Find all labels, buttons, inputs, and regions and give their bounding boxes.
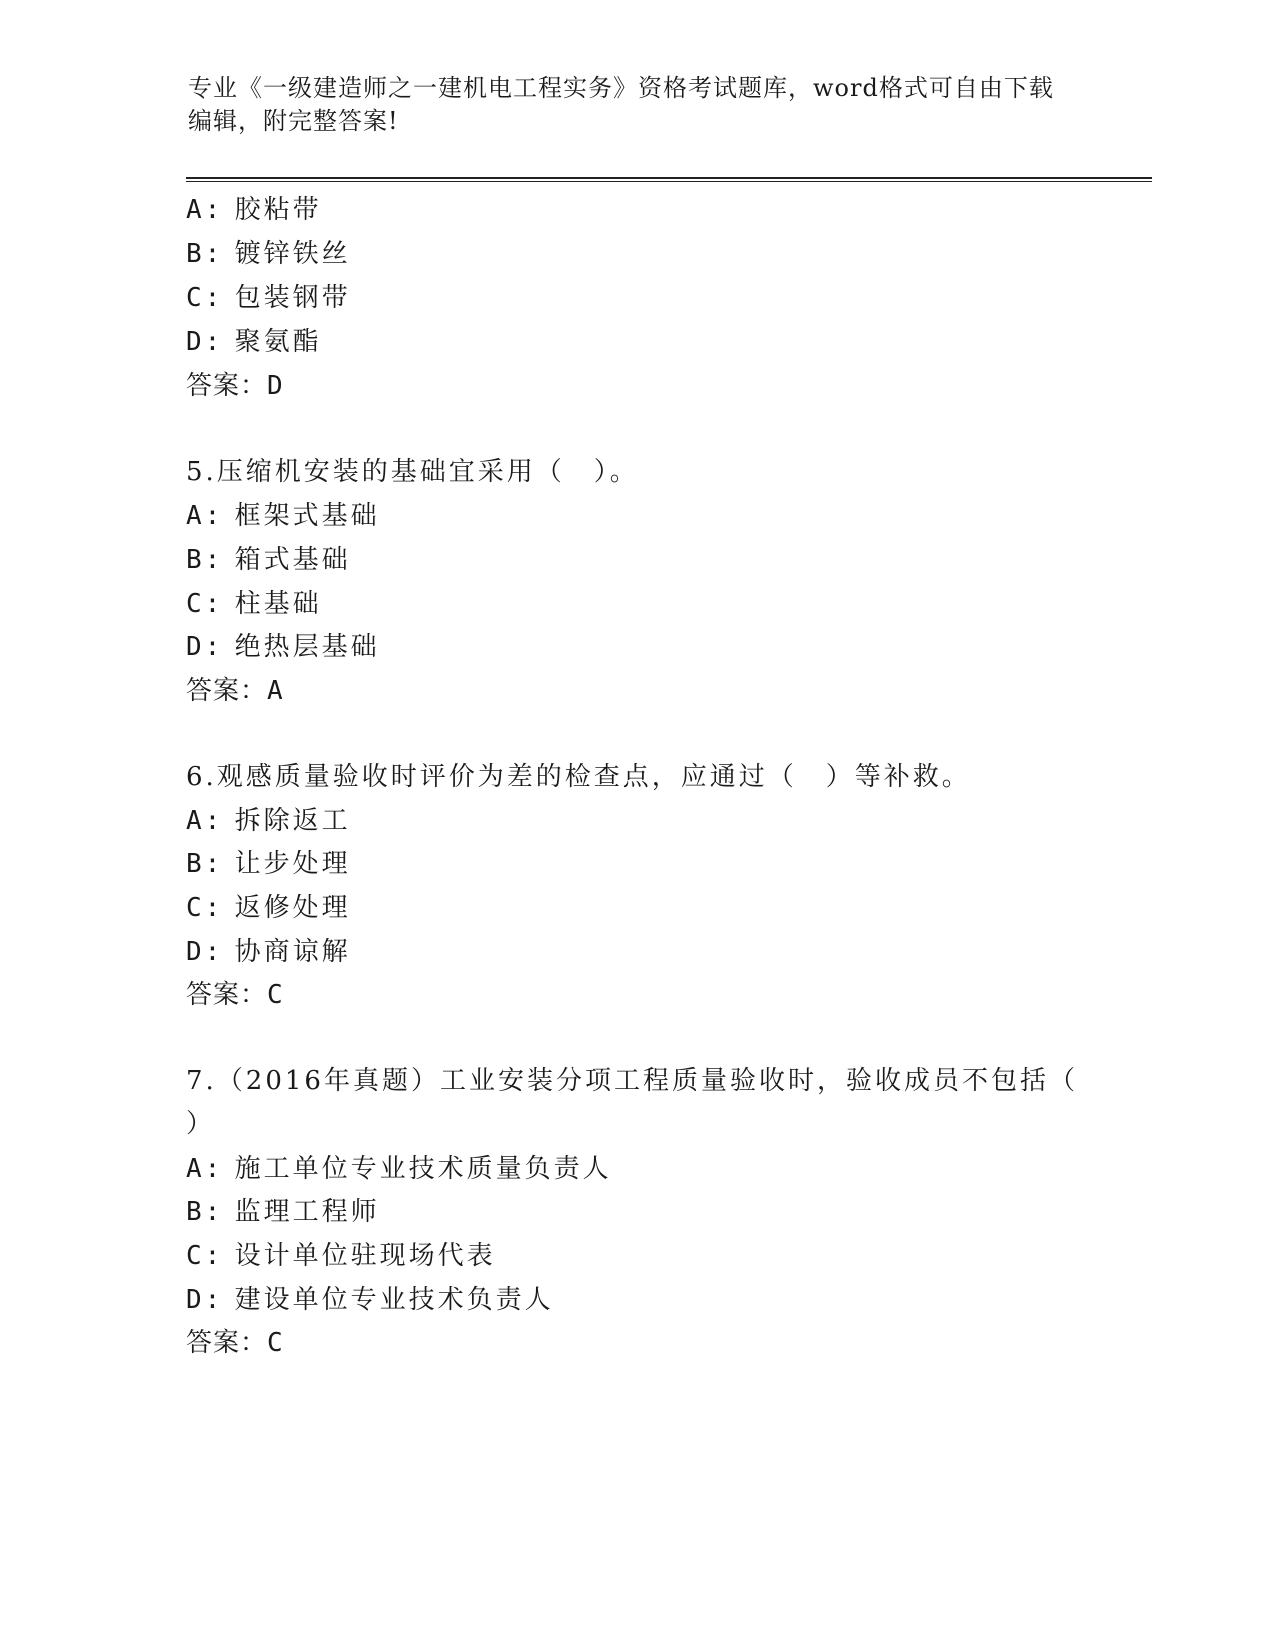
- option-text: 镀锌铁丝: [234, 239, 351, 269]
- q5-option-d: [186, 630, 380, 664]
- q7-option-d: [186, 1283, 554, 1317]
- option-text: 绝热层基础: [234, 632, 380, 662]
- q4-option-d: [186, 325, 322, 359]
- option-text: 箱式基础: [234, 545, 351, 575]
- option-label: D:: [186, 327, 224, 357]
- q4-option-b: [186, 237, 351, 271]
- q4-answer: 答案：D: [186, 371, 284, 401]
- q4-option-c: [186, 281, 351, 315]
- q6-option-b: [186, 847, 351, 881]
- option-label: A:: [186, 806, 224, 836]
- option-label: A:: [186, 501, 224, 531]
- option-text: 协商谅解: [234, 937, 351, 967]
- q5-option-b: [186, 543, 351, 577]
- option-text: 包装钢带: [234, 283, 351, 313]
- option-text: 监理工程师: [234, 1197, 380, 1227]
- option-text: 让步处理: [234, 849, 351, 879]
- option-label: B:: [186, 1197, 224, 1227]
- q6-option-d: [186, 935, 351, 969]
- option-text: 胶粘带: [234, 195, 322, 225]
- q6-option-c: [186, 891, 351, 925]
- q6-option-a: [186, 804, 351, 838]
- option-label: D:: [186, 1285, 224, 1315]
- document-intro: 专业《一级建造师之一建机电工程实务》资格考试题库，word格式可自由下载编辑，附完整答案!: [188, 74, 1054, 135]
- q6-answer: 答案：C: [186, 980, 284, 1010]
- option-label: B:: [186, 849, 224, 879]
- option-text: 框架式基础: [234, 501, 380, 531]
- q7-option-c: [186, 1239, 496, 1273]
- header-divider: [186, 177, 1152, 182]
- option-label: B:: [186, 239, 224, 269]
- option-label: A:: [186, 1154, 224, 1184]
- option-text: 设计单位驻现场代表: [234, 1241, 496, 1271]
- option-label: B:: [186, 545, 224, 575]
- option-text: 建设单位专业技术负责人: [234, 1285, 554, 1315]
- option-label: D:: [186, 632, 224, 662]
- q6-stem: 6.观感质量验收时评价为差的检查点，应通过（ ）等补救。: [186, 762, 971, 792]
- option-text: 柱基础: [234, 589, 322, 619]
- q5-option-c: [186, 587, 322, 621]
- option-label: D:: [186, 937, 224, 967]
- option-text: 施工单位专业技术质量负责人: [234, 1154, 612, 1184]
- q7-answer: 答案：C: [186, 1328, 284, 1358]
- q5-answer: 答案：A: [186, 676, 284, 706]
- q4-option-a: [186, 193, 322, 227]
- option-text: 聚氨酯: [234, 327, 322, 357]
- q7-option-b: [186, 1195, 380, 1229]
- q5-stem: 5.压缩机安装的基础宜采用（ ）。: [186, 457, 639, 487]
- option-label: C:: [186, 1241, 224, 1271]
- q5-option-a: [186, 499, 380, 533]
- option-label: A:: [186, 195, 224, 225]
- option-text: 返修处理: [234, 893, 351, 923]
- option-text: 拆除返工: [234, 806, 351, 836]
- option-label: C:: [186, 893, 224, 923]
- q7-stem-line1: 7.（2016年真题）工业安装分项工程质量验收时，验收成员不包括（: [186, 1066, 1078, 1096]
- option-label: C:: [186, 283, 224, 313]
- option-label: C:: [186, 589, 224, 619]
- q7-option-a: [186, 1152, 612, 1186]
- q7-stem-line2: ）: [186, 1109, 216, 1139]
